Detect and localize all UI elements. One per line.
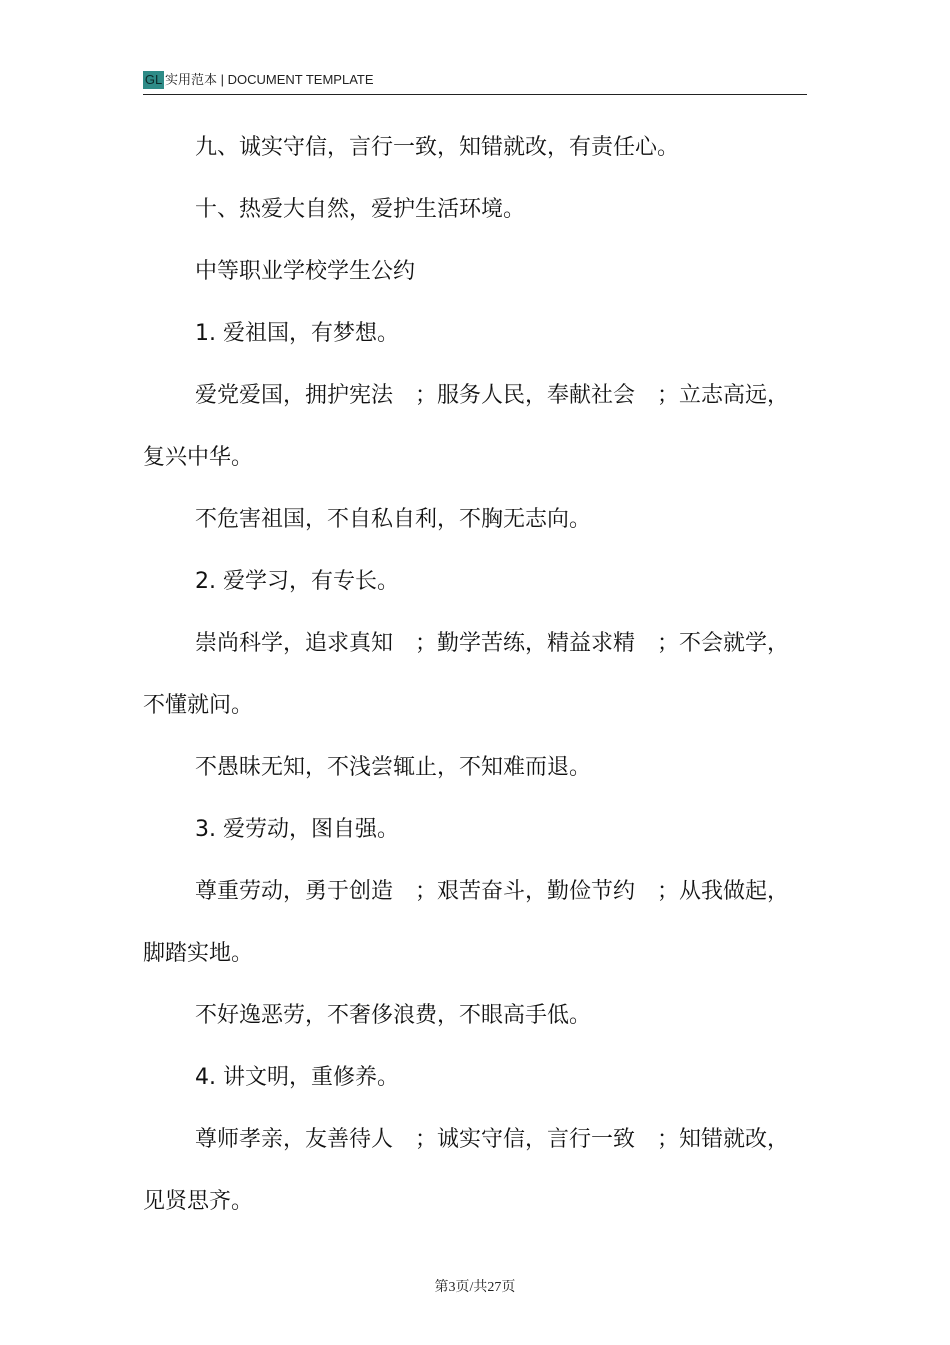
paragraph-continuation: 见贤思齐。: [143, 1189, 254, 1214]
article-heading: 2. 爱学习，有专长。: [195, 569, 399, 594]
paragraph: 不愚昧无知，不浅尝辄止，不知难而退。: [195, 755, 592, 780]
gl-logo: GL: [144, 72, 163, 87]
article-heading: 3. 爱劳动，图自强。: [195, 817, 399, 842]
paragraph: 十、热爱大自然，爱护生活环境。: [195, 197, 526, 222]
paragraph: 九、诚实守信，言行一致，知错就改，有责任心。: [195, 135, 680, 160]
section-heading: 中等职业学校学生公约: [195, 259, 416, 284]
page-number: 第3页/共27页: [434, 1280, 516, 1295]
paragraph: 尊重劳动，勇于创造 ；艰苦奋斗，勤俭节约 ；从我做起，: [195, 879, 790, 904]
paragraph: 不好逸恶劳，不奢侈浪费，不眼高手低。: [195, 1003, 592, 1028]
document-body: [143, 128, 807, 1244]
paragraph: 尊师孝亲，友善待人 ；诚实守信，言行一致 ；知错就改，: [195, 1127, 790, 1152]
paragraph-continuation: 不懂就问。: [143, 693, 254, 718]
article-heading: 1. 爱祖国，有梦想。: [195, 321, 399, 346]
paragraph-continuation: 脚踏实地。: [143, 941, 254, 966]
paragraph-continuation: 复兴中华。: [143, 445, 254, 470]
document-header: [143, 70, 807, 95]
article-heading: 4. 讲文明，重修养。: [195, 1065, 399, 1090]
header-title: 实用范本 | DOCUMENT TEMPLATE: [165, 72, 374, 87]
paragraph: 爱党爱国，拥护宪法 ；服务人民，奉献社会 ；立志高远，: [195, 383, 790, 408]
paragraph: 崇尚科学，追求真知 ；勤学苦练，精益求精 ；不会就学，: [195, 631, 790, 656]
paragraph: 不危害祖国，不自私自利，不胸无志向。: [195, 507, 592, 532]
